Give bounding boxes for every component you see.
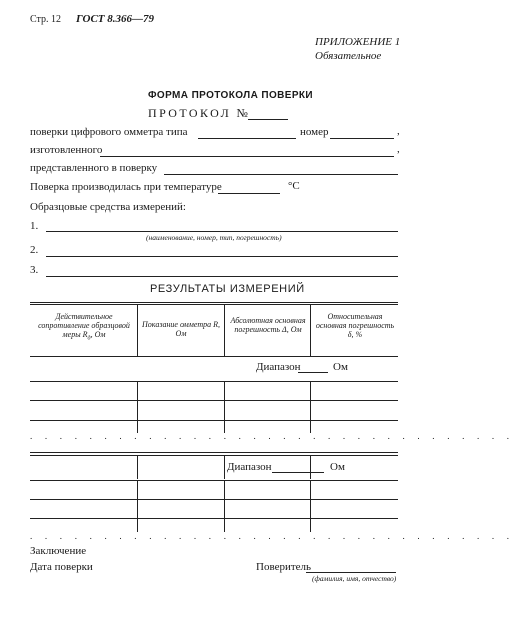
manufactured-line[interactable] bbox=[100, 156, 394, 157]
range-unit-1: Ом bbox=[333, 361, 348, 373]
number-line[interactable] bbox=[330, 138, 394, 139]
number-label: номер bbox=[300, 126, 329, 138]
standards-item-2: 2. bbox=[30, 244, 39, 256]
conclusion-label: Заключение bbox=[30, 545, 87, 557]
range-line-2[interactable] bbox=[272, 472, 324, 473]
temperature-unit: °С bbox=[288, 180, 300, 192]
column-header-reading: Показание омметра R, Ом bbox=[142, 320, 220, 338]
standards-caption: (наименование, номер, тип, погрешность) bbox=[146, 233, 282, 242]
standards-line-2[interactable] bbox=[46, 256, 398, 257]
page-number: Стр. 12 bbox=[30, 14, 62, 25]
submitted-line[interactable] bbox=[164, 174, 398, 175]
column-header-rel-error: Относительная основная погрешность δ, % bbox=[315, 312, 395, 339]
range-label-2: Диапазон bbox=[227, 461, 272, 473]
form-title: ФОРМА ПРОТОКОЛА ПОВЕРКИ bbox=[148, 90, 313, 101]
comma-1: , bbox=[397, 125, 400, 137]
table-continuation-2: . . . . . . . . . . . . . . . . . . . . . . . . . . . . . . . . . bbox=[30, 531, 514, 541]
range-line-1[interactable] bbox=[298, 372, 328, 373]
standards-label: Образцовые средства измерений: bbox=[30, 201, 186, 213]
ohmmeter-type-label: поверки цифрового омметра типа bbox=[30, 126, 188, 138]
submitted-label: представленного в поверку bbox=[30, 162, 158, 174]
range-unit-2: Ом bbox=[330, 461, 345, 473]
date-label: Дата поверки bbox=[30, 561, 93, 573]
table-continuation-1: . . . . . . . . . . . . . . . . . . . . . . . . . . . . . . . . . bbox=[30, 431, 514, 441]
standards-line-1[interactable] bbox=[46, 231, 398, 232]
standards-line-3[interactable] bbox=[46, 276, 398, 277]
ohmmeter-type-line[interactable] bbox=[198, 138, 296, 139]
column-header-reference: Действительное сопротивление образцовой меры $R_д$, Ом bbox=[38, 312, 130, 342]
standard-code: ГОСТ 8.366—79 bbox=[76, 13, 154, 25]
verifier-caption: (фамилия, имя, отчество) bbox=[312, 574, 397, 583]
standards-item-1: 1. bbox=[30, 220, 39, 232]
temperature-line[interactable] bbox=[218, 193, 280, 194]
comma-2: , bbox=[397, 143, 400, 155]
verifier-label: Поверитель bbox=[256, 561, 312, 573]
range-label-1: Диапазон bbox=[256, 361, 301, 373]
results-title: РЕЗУЛЬТАТЫ ИЗМЕРЕНИЙ bbox=[150, 283, 305, 295]
temperature-label: Поверка производилась при температуре bbox=[30, 181, 222, 193]
protocol-label: ПРОТОКОЛ № bbox=[148, 106, 251, 120]
standards-item-3: 3. bbox=[30, 264, 39, 276]
protocol-number-line[interactable] bbox=[248, 119, 288, 120]
appendix-status: Обязательное bbox=[315, 50, 382, 62]
verifier-line[interactable] bbox=[306, 572, 396, 573]
column-header-abs-error: Абсолютная основная погрешность Δ, Ом bbox=[230, 316, 306, 334]
manufactured-label: изготовленного bbox=[30, 144, 103, 156]
appendix-title: ПРИЛОЖЕНИЕ 1 bbox=[315, 36, 401, 48]
